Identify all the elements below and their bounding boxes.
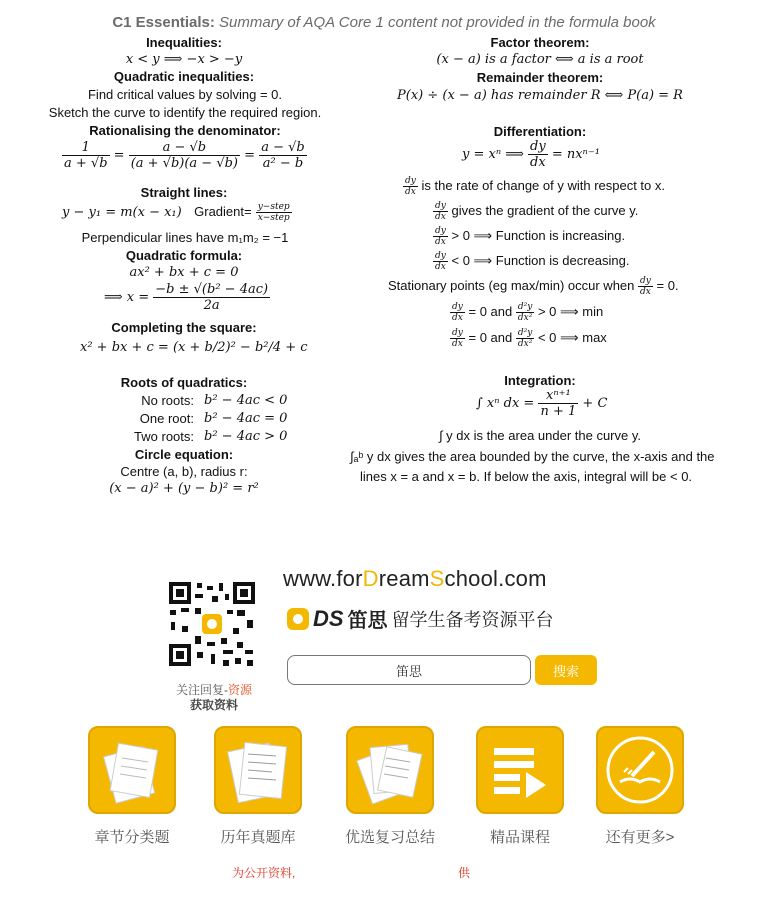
tile-label[interactable]: 优选复习总结 bbox=[344, 829, 435, 846]
quadratic-formula-heading: Quadratic formula: bbox=[125, 248, 243, 263]
more-tile[interactable] bbox=[596, 726, 684, 814]
play-course-icon bbox=[478, 728, 562, 812]
courses-tile[interactable] bbox=[476, 726, 564, 814]
integration-bounded-line2: lines x = a and x = b. If below the axis, integral will be < 0. bbox=[360, 469, 693, 484]
roots-list bbox=[114, 393, 294, 447]
max-condition-line: $\frac{dy}{dx}$ = 0 and $\frac{\text{d²y}}{\text{dx²}}$ < 0 ⟹ max bbox=[452, 328, 607, 349]
tile-label[interactable]: 精品课程 bbox=[489, 829, 550, 846]
rationalising-heading: Rationalising the denominator: bbox=[89, 123, 281, 138]
quadratic-inequalities-line1: Find critical values by solving = 0. bbox=[87, 87, 282, 102]
qr-code bbox=[167, 580, 257, 668]
brand-name: 笛思 bbox=[347, 610, 388, 632]
brand-line bbox=[287, 604, 554, 633]
exam-papers-icon bbox=[216, 728, 300, 812]
completing-square-heading: Completing the square: bbox=[111, 320, 257, 335]
roots-row: One root: b² − 4ac = 0 bbox=[139, 411, 288, 426]
completing-square-formula: x² + bx + c = (x + b/2)² − b²/4 + c bbox=[80, 340, 308, 355]
roots-heading: Roots of quadratics: bbox=[120, 375, 248, 390]
tile-label[interactable]: 章节分类题 bbox=[94, 829, 170, 846]
remainder-theorem-formula: P(x) ÷ (x − a) has remainder R ⟺ P(a) = R bbox=[397, 88, 683, 103]
straight-lines-heading: Straight lines: bbox=[140, 185, 228, 200]
circle-heading: Circle equation: bbox=[134, 447, 234, 462]
roots-row: Two roots: b² − 4ac > 0 bbox=[134, 429, 288, 444]
search-input[interactable]: 笛思 bbox=[287, 655, 531, 685]
site-url[interactable]: www.forDreamSchool.com bbox=[283, 566, 547, 591]
circle-formula: (x − a)² + (y − b)² = r² bbox=[109, 481, 259, 496]
papers-icon bbox=[90, 728, 174, 812]
roots-row: No roots: b² − 4ac < 0 bbox=[141, 393, 288, 408]
notes-icon bbox=[348, 728, 432, 812]
inequalities-heading: Inequalities: bbox=[146, 35, 222, 50]
inequalities-formula: x < y ⟹ −x > −y bbox=[125, 52, 243, 67]
integration-heading: Integration: bbox=[504, 373, 576, 388]
tile-label[interactable]: 历年真题库 bbox=[220, 829, 296, 846]
increasing-line: $\frac{dy}{dx}$ > 0 ⟹ Function is increasing. bbox=[435, 226, 626, 247]
factor-theorem-formula: (x − a) is a factor ⟺ a is a root bbox=[436, 52, 644, 67]
quadratic-inequalities-line2: Sketch the curve to identify the required region. bbox=[48, 105, 322, 120]
page-title: C1 Essentials: Summary of AQA Core 1 content not provided in the formula book bbox=[112, 14, 656, 31]
footer-note-right: 供 bbox=[458, 866, 471, 880]
integration-area-line: ∫ y dx is the area under the curve y. bbox=[438, 428, 642, 443]
circle-centre: Centre (a, b), radius r: bbox=[120, 464, 248, 479]
integration-rule: ∫ xⁿ dx = $\frac{\text{xⁿ⁺¹}}{n + 1}$ + C bbox=[476, 388, 608, 419]
differentiation-heading: Differentiation: bbox=[493, 124, 587, 139]
gradient-line: $\frac{dy}{dx}$ gives the gradient of the curve y. bbox=[435, 201, 639, 222]
decreasing-line: $\frac{dy}{dx}$ < 0 ⟹ Function is decreasing. bbox=[435, 251, 630, 272]
differentiation-rule: y = xⁿ ⟹ $\frac{dy}{dx}$ = nxⁿ⁻¹ bbox=[462, 139, 600, 170]
remainder-theorem-heading: Remainder theorem: bbox=[476, 70, 604, 85]
past-papers-tile[interactable] bbox=[214, 726, 302, 814]
brand-ds: DS bbox=[313, 605, 344, 631]
tile-label[interactable]: 还有更多> bbox=[605, 829, 675, 846]
quadratic-inequalities-heading: Quadratic inequalities: bbox=[113, 69, 255, 84]
qr-caption: 关注回复-资源 获取资料 bbox=[175, 683, 252, 712]
chapter-questions-tile[interactable] bbox=[88, 726, 176, 814]
rate-of-change-line: $\frac{dy}{dx}$ is the rate of change of y with respect to x. bbox=[405, 176, 665, 197]
quadratic-equation: ax² + bx + c = 0 bbox=[129, 265, 239, 280]
brand-tagline: 留学生备考资源平台 bbox=[391, 609, 554, 630]
factor-theorem-heading: Factor theorem: bbox=[490, 35, 590, 50]
footer-note-left: 为公开资料, bbox=[232, 866, 296, 880]
min-condition-line: $\frac{dy}{dx}$ = 0 and $\frac{\text{d²y}}{\text{dx²}}$ > 0 ⟹ min bbox=[452, 302, 604, 323]
rationalising-formula: $\frac{1}{a + √b}$ = $\frac{a - √b}{(a + √b)(a - √b)}$ = $\frac{a - √b}{\text{a² − b}}$ bbox=[64, 140, 305, 171]
quadratic-formula: ⟹ x = $\frac{\text{−b ± √(b² − 4ac)}}{2a}$ bbox=[104, 282, 269, 313]
brand-logo-icon bbox=[287, 608, 309, 630]
straight-lines-formula: y − y₁ = m(x − x₁) Gradient= $\frac{\text{y−step}}{\text{x−step}}$ bbox=[62, 202, 290, 223]
review-summary-tile[interactable] bbox=[346, 726, 434, 814]
stationary-points-line: Stationary points (eg max/min) occur when $\frac{dy}{dx}$ = 0. bbox=[388, 276, 679, 297]
search-button[interactable]: 搜索 bbox=[535, 655, 597, 685]
integration-bounded-line1: ∫ₐᵇ y dx gives the area bounded by the curve, the x-axis and the bbox=[350, 449, 715, 464]
book-pen-icon bbox=[598, 728, 682, 812]
perpendicular-lines: Perpendicular lines have m₁m₂ = −1 bbox=[81, 230, 289, 245]
